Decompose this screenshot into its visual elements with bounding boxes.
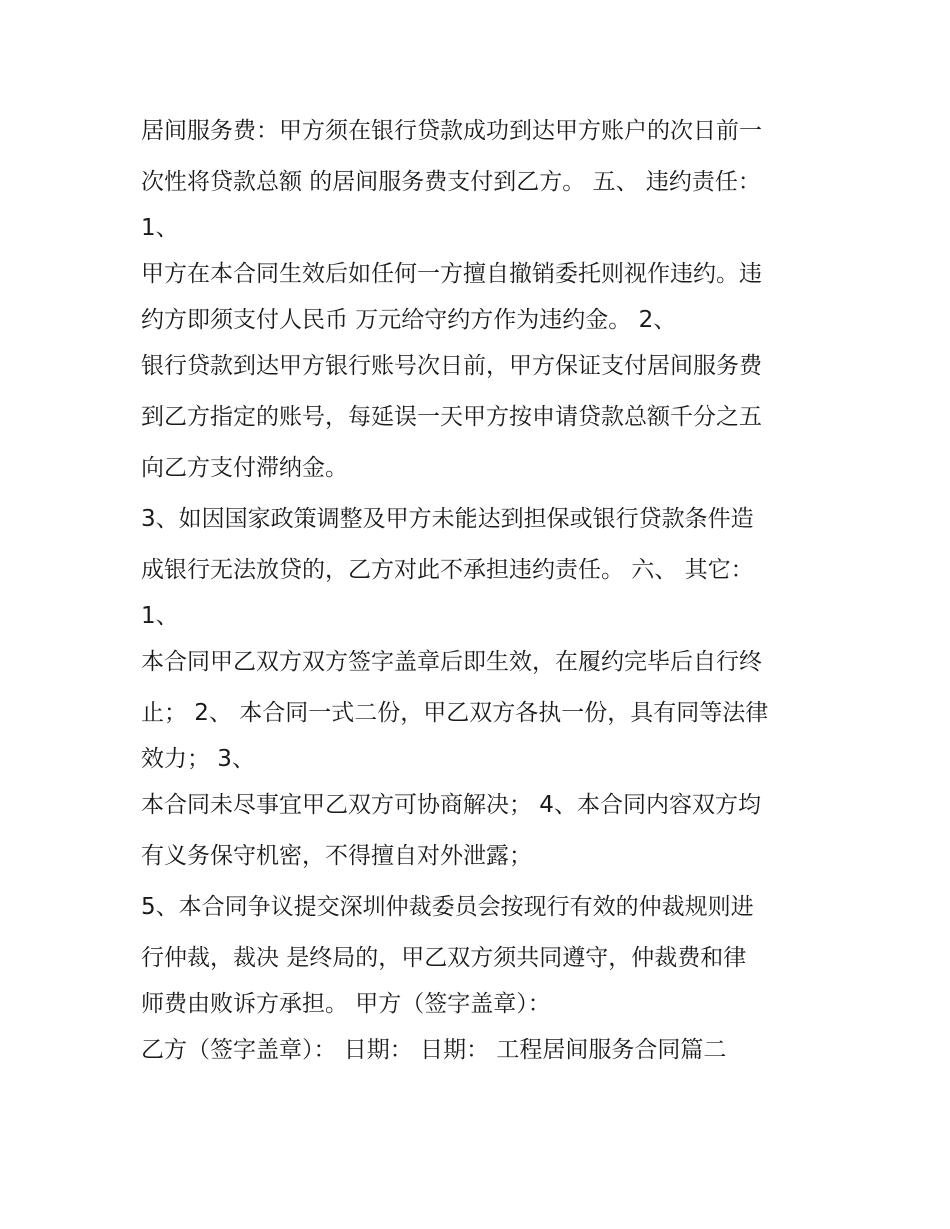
text-line: 银行贷款到达甲方银行账号次日前，甲方保证支付居间服务费: [141, 353, 762, 379]
text-line: 行仲裁，裁决 是终局的，甲乙双方须共同遵守，仲裁费和律: [141, 945, 747, 971]
text-line: 次性将贷款总额 的居间服务费支付到乙方。 五、 违约责任：: [141, 169, 761, 195]
text-line: 乙方（签字盖章）： 日期： 日期： 工程居间服务合同篇二: [141, 1037, 727, 1063]
document-body: [141, 106, 821, 1076]
text-line: 居间服务费：甲方须在银行贷款成功到达甲方账户的次日前一: [141, 118, 762, 144]
text-line: 1、: [141, 215, 179, 241]
text-line: 1、: [141, 603, 179, 629]
text-line: 本合同甲乙双方双方签字盖章后即生效，在履约完毕后自行终: [141, 649, 762, 675]
text-line: 3、如因国家政策调整及甲方未能达到担保或银行贷款条件造: [141, 506, 754, 532]
text-line: 本合同未尽事宜甲乙双方可协商解决； 4、本合同内容双方均: [141, 792, 761, 818]
text-line: 效力； 3、: [141, 746, 255, 772]
text-line: 向乙方支付滞纳金。: [141, 455, 348, 481]
text-line: 师费由败诉方承担。 甲方（签字盖章）：: [141, 991, 551, 1017]
text-line: 有义务保守机密，不得擅自对外泄露；: [141, 843, 532, 869]
text-line: 5、本合同争议提交深圳仲裁委员会按现行有效的仲裁规则进: [141, 894, 754, 920]
text-line: 止； 2、 本合同一式二份，甲乙双方各执一份，具有同等法律: [141, 700, 769, 726]
text-line: 约方即须支付人民币 万元给守约方作为违约金。 2、: [141, 307, 677, 333]
text-line: 甲方在本合同生效后如任何一方擅自撤销委托则视作违约。违: [141, 261, 762, 287]
text-line: 成银行无法放贷的，乙方对此不承担违约责任。 六、 其它：: [141, 557, 754, 583]
text-line: 到乙方指定的账号，每延误一天甲方按申请贷款总额千分之五: [141, 404, 762, 430]
